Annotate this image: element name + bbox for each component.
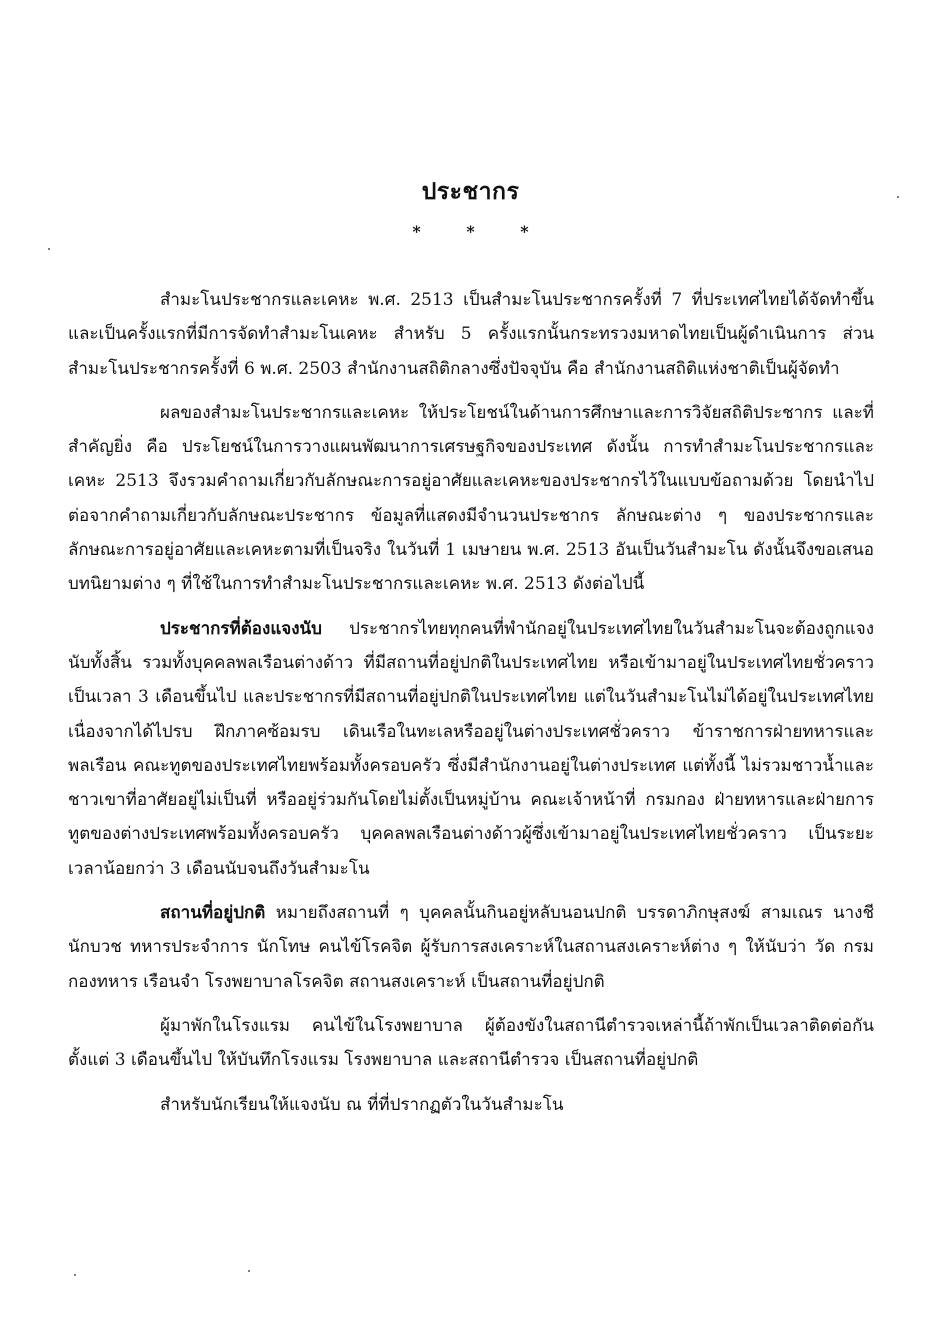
- paragraph-usual-residence: [68, 896, 874, 999]
- paragraph-text: ประชากรไทยทุกคนที่พำนักอยู่ในประเทศไทยในวันสำมะโนจะต้องถูกแจงนับทั้งสิ้น รวมทั้งบุคคลพลเรือนต่างด้าว ที่มีสถานที่อยู่ปกติในประเทศไทย หรือเข้ามาอยู่ในประเทศไทยชั่วคราวเป็นเวลา 3 เดือนขึ้นไป และประชากรที่มีสถานที่อยู่ปกติในประเทศไทย แต่ในวันสำมะโนไม่ได้อยู่ในประเทศไทยเนื่องจากได้ไปรบ ฝึกภาคซ้อมรบ เดินเรือในทะเลหรืออยู่ในต่างประเทศชั่วคราว ข้าราชการฝ่ายทหารและพลเรือน คณะทูตของประเทศไทยพร้อมทั้งครอบครัว ซึ่งมีสำนักงานอยู่ในต่างประเทศ แต่ทั้งนี้ ไม่รวมชาวน้ำและชาวเขาที่อาศัยอยู่ไม่เป็นที่ หรืออยู่ร่วมกันโดยไม่ตั้งเป็นหมู่บ้าน คณะเจ้าหน้าที่ กรมกอง ฝ่ายทหารและฝ่ายการทูตของต่างประเทศพร้อมทั้งครอบครัว บุคคลพลเรือนต่างด้าวผู้ซึ่งเข้ามาอยู่ในประเทศไทยชั่วคราว เป็นระยะเวลาน้อยกว่า 3 เดือนนับจนถึงวันสำมะโน: [68, 618, 874, 879]
- scan-speck: [48, 248, 50, 250]
- scan-speck: [897, 196, 899, 198]
- section-separator: * * *: [412, 222, 529, 241]
- paragraph-text: สำมะโนประชากรและเคหะ พ.ศ. 2513 เป็นสำมะโนประชากรครั้งที่ 7 ที่ประเทศไทยได้จัดทำขึ้น และเป็นครั้งแรกที่มีการจัดทำสำมะโนเคหะ สำหรับ 5 ครั้งแรกนั้นกระทรวงมหาดไทยเป็นผู้ดำเนินการ ส่วนสำมะโนประชากรครั้งที่ 6 พ.ศ. 2503 สำนักงานสถิติกลางซึ่งปัจจุบัน คือ สำนักงานสถิติแห่งชาติเป็นผู้จัดทำ: [68, 290, 874, 379]
- paragraph-lead: สถานที่อยู่ปกติ: [160, 903, 266, 924]
- paragraph-census-history: [68, 283, 874, 386]
- paragraph-lead: ประชากรที่ต้องแจงนับ: [160, 618, 322, 639]
- paragraph-text: ผู้มาพักในโรงแรม คนไข้ในโรงพยาบาล ผู้ต้องขังในสถานีตำรวจเหล่านี้ถ้าพักเป็นเวลาติดต่อกันตั้งแต่ 3 เดือนขึ้นไป ให้บันทึกโรงแรม โรงพยาบาล และสถานีตำรวจ เป็นสถานที่อยู่ปกติ: [68, 1015, 874, 1071]
- paragraph-enumerated-population: [68, 612, 874, 886]
- paragraph-text: สำหรับนักเรียนให้แจงนับ ณ ที่ที่ปรากฏตัวในวันสำมะโน: [160, 1094, 564, 1115]
- paragraph-census-benefits: [68, 396, 874, 602]
- page-title: ประชากร: [421, 178, 520, 205]
- document-body: [68, 283, 874, 1132]
- paragraph-students: [68, 1088, 874, 1122]
- paragraph-text: ผลของสำมะโนประชากรและเคหะ ให้ประโยชน์ในด้านการศึกษาและการวิจัยสถิติประชากร และที่สำคัญยิ่ง คือ ประโยชน์ในการวางแผนพัฒนาการเศรษฐกิจของประเทศ ดังนั้น การทำสำมะโนประชากรและเคหะ 2513 จึงรวมคำถามเกี่ยวกับลักษณะการอยู่อาศัยและเคหะของประชากรไว้ในแบบข้อถามด้วย โดยนำไปต่อจากคำถามเกี่ยวกับลักษณะประชากร ข้อมูลที่แสดงมีจำนวนประชากร ลักษณะต่าง ๆ ของประชากรและลักษณะการอยู่อาศัยและเคหะตามที่เป็นจริง ในวันที่ 1 เมษายน พ.ศ. 2513 อันเป็นวันสำมะโน ดังนั้นจึงขอเสนอบทนิยามต่าง ๆ ที่ใช้ในการทำสำมะโนประชากรและเคหะ พ.ศ. 2513 ดังต่อไปนี้: [68, 402, 874, 595]
- paragraph-text: หมายถึงสถานที่ ๆ บุคคลนั้นกินอยู่หลับนอนปกติ บรรดาภิกษุสงฆ์ สามเณร นางชี นักบวช ทหารประจำการ นักโทษ คนไข้โรคจิต ผู้รับการสงเคราะห์ในสถานสงเคราะห์ต่าง ๆ ให้นับว่า วัด กรมกองทหาร เรือนจำ โรงพยาบาลโรคจิต สถานสงเคราะห์ เป็นสถานที่อยู่ปกติ: [68, 903, 874, 992]
- paragraph-hotel-guests: [68, 1009, 874, 1078]
- scan-speck: [74, 1274, 76, 1276]
- scan-speck: [248, 1270, 250, 1272]
